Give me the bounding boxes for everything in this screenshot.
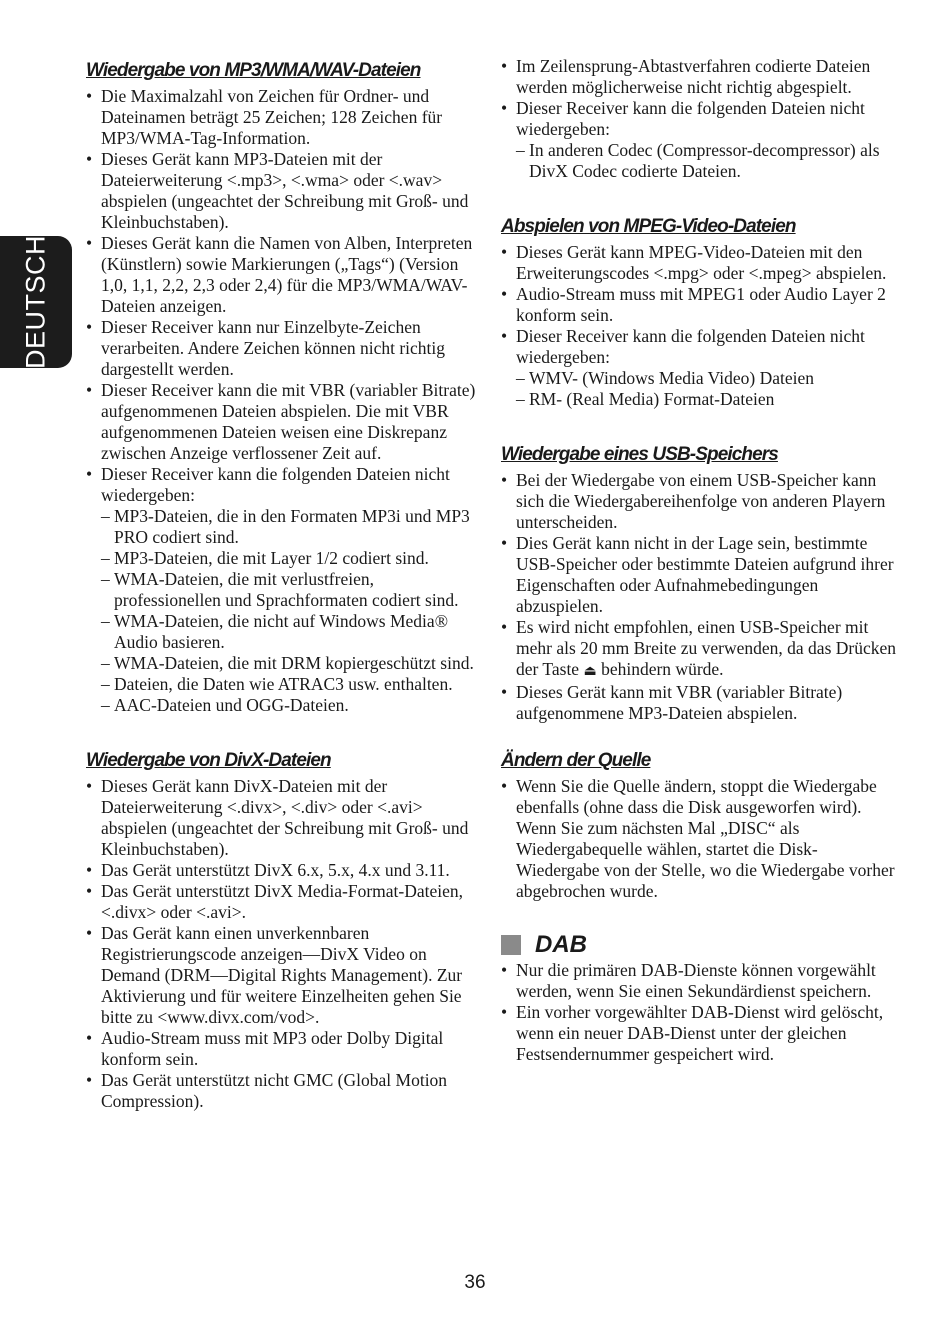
list-item-text: • Wenn Sie die Quelle ändern, stoppt die Wiedergabe ebenfalls (ohne dass die Disk ausgeworfen wird). bbox=[516, 776, 877, 817]
section-heading-mpeg: Abspielen von MPEG-Video-Dateien bbox=[501, 216, 796, 237]
sub-list-item: – WMV- (Windows Media Video) Dateien bbox=[516, 368, 896, 389]
list-item: • Nur die primären DAB-Dienste können vorgewählt werden, wenn Sie einen Sekundärdienst speichern. bbox=[501, 960, 896, 1002]
sub-list-item: – Dateien, die Daten wie ATRAC3 usw. enthalten. bbox=[101, 674, 476, 695]
list-item: • Dies Gerät kann nicht in der Lage sein, bestimmte USB-Speicher oder bestimmte Dateien aufgrund ihrer Eigenschaften oder Aufnahmebedingungen abzuspielen. bbox=[501, 533, 896, 617]
right-column bbox=[501, 56, 896, 1065]
section-heading-mp3: Wiedergabe von MP3/WMA/WAV-Dateien bbox=[86, 60, 421, 81]
list-item: • Audio-Stream muss mit MP3 oder Dolby Digital konform sein. bbox=[86, 1028, 476, 1070]
source-bullet-list bbox=[501, 776, 896, 902]
list-item-with-subitems bbox=[501, 98, 896, 182]
section-heading-source: Ändern der Quelle bbox=[501, 750, 651, 771]
sub-list-item: – RM- (Real Media) Format-Dateien bbox=[516, 389, 896, 410]
left-column bbox=[86, 56, 476, 1112]
language-tab-label: DEUTSCH bbox=[20, 234, 51, 370]
list-item: • Dieser Receiver kann die mit VBR (variabler Bitrate) aufgenommenen Dateien abspielen. Die mit VBR aufgenommenen Dateien weisen eine Diskrepanz zwischen Anzeige verflossener Zeit auf. bbox=[86, 380, 476, 464]
language-tab bbox=[0, 236, 72, 368]
list-item: • Dieses Gerät kann die Namen von Alben, Interpreten (Künstlern) sowie Markierungen („Tags“) (Version 1,0, 1,1, 2,2, 2,3 oder 2,4) für die MP3/WMA/WAV-Dateien anzeigen. bbox=[86, 233, 476, 317]
usb-bullet-list bbox=[501, 470, 896, 724]
mpeg-sub-list bbox=[516, 368, 896, 410]
list-item: • Audio-Stream muss mit MPEG1 oder Audio Layer 2 konform sein. bbox=[501, 284, 896, 326]
list-item-text: Dieser Receiver kann die folgenden Dateien nicht wiedergeben: bbox=[516, 326, 865, 367]
list-item-text: Wenn Sie zum nächsten Mal „DISC“ als Wiedergabequelle wählen, startet die Disk-Wiedergabe von der Stelle, wo die Wiedergabe vorher abgebrochen wurde. bbox=[516, 818, 895, 901]
divx-continued-list bbox=[501, 56, 896, 182]
list-item: • Das Gerät unterstützt nicht GMC (Global Motion Compression). bbox=[86, 1070, 476, 1112]
list-item: • Bei der Wiedergabe von einem USB-Speicher kann sich die Wiedergabereihenfolge von anderen Playern unterscheiden. bbox=[501, 470, 896, 533]
list-item-with-subitems bbox=[86, 464, 476, 716]
list-item-text: Dieser Receiver kann die folgenden Dateien nicht wiedergeben: bbox=[101, 464, 450, 505]
list-item: • Dieses Gerät kann MPEG-Video-Dateien mit den Erweiterungscodes <.mpg> oder <.mpeg> abspielen. bbox=[501, 242, 896, 284]
list-item-text: Dieser Receiver kann die folgenden Dateien nicht wiedergeben: bbox=[516, 98, 865, 139]
mp3-bullet-list bbox=[86, 86, 476, 716]
section-heading-dab bbox=[501, 930, 896, 960]
section-heading-usb: Wiedergabe eines USB-Speichers bbox=[501, 444, 778, 465]
list-item: • Das Gerät kann einen unverkennbaren Registrierungscode anzeigen—DivX Video on Demand (DRM—Digital Rights Management). Zur Aktivierung und für weitere Einzelheiten gehen Sie bitte zu <www.divx.com/vod>. bbox=[86, 923, 476, 1028]
list-item: • Das Gerät unterstützt DivX 6.x, 5.x, 4.x und 3.11. bbox=[86, 860, 476, 881]
list-item-with-subitems bbox=[501, 326, 896, 410]
dab-heading-text: DAB bbox=[535, 931, 587, 958]
sub-list-item: – WMA-Dateien, die mit verlustfreien, professionellen und Sprachformaten codiert sind. bbox=[101, 569, 476, 611]
list-item-text: Es wird nicht empfohlen, einen USB-Speicher mit mehr als 20 mm Breite zu verwenden, da das Drücken der Taste bbox=[516, 617, 897, 679]
eject-icon: ⏏ bbox=[583, 663, 597, 679]
list-item: • Ein vorher vorgewählter DAB-Dienst wird gelöscht, wenn ein neuer DAB-Dienst unter der gleichen Festsendernummer gespeichert wird. bbox=[501, 1002, 896, 1065]
sub-list-item: – In anderen Codec (Compressor-decompressor) als DivX Codec codierte Dateien. bbox=[516, 140, 896, 182]
sub-list-item: – WMA-Dateien, die mit DRM kopiergeschützt sind. bbox=[101, 653, 476, 674]
list-item bbox=[501, 776, 896, 902]
divx-bullet-list bbox=[86, 776, 476, 1112]
list-item: • Das Gerät unterstützt DivX Media-Format-Dateien, <.divx> oder <.avi>. bbox=[86, 881, 476, 923]
list-item: • Dieses Gerät kann mit VBR (variabler Bitrate) aufgenommene MP3-Dateien abspielen. bbox=[501, 682, 896, 724]
sub-list-item: – MP3-Dateien, die in den Formaten MP3i und MP3 PRO codiert sind. bbox=[101, 506, 476, 548]
divx-sub-list bbox=[516, 140, 896, 182]
section-heading-divx: Wiedergabe von DivX-Dateien bbox=[86, 750, 331, 771]
list-item: • Dieses Gerät kann DivX-Dateien mit der Dateierweiterung <.divx>, <.div> oder <.avi> abspielen (ungeachtet der Schreibung mit Groß- und Kleinbuchstaben). bbox=[86, 776, 476, 860]
list-item-text: behindern würde. bbox=[601, 659, 724, 679]
sub-list-item: – MP3-Dateien, die mit Layer 1/2 codiert sind. bbox=[101, 548, 476, 569]
square-marker-icon bbox=[501, 935, 521, 955]
mpeg-bullet-list bbox=[501, 242, 896, 410]
dab-bullet-list bbox=[501, 960, 896, 1065]
sub-list-item: – WMA-Dateien, die nicht auf Windows Media® Audio basieren. bbox=[101, 611, 476, 653]
list-item: • Dieser Receiver kann nur Einzelbyte-Zeichen verarbeiten. Andere Zeichen können nicht richtig dargestellt werden. bbox=[86, 317, 476, 380]
list-item bbox=[501, 617, 896, 682]
list-item: • Im Zeilensprung-Abtastverfahren codierte Dateien werden möglicherweise nicht richtig abgespielt. bbox=[501, 56, 896, 98]
sub-list-item: – AAC-Dateien und OGG-Dateien. bbox=[101, 695, 476, 716]
page-number: 36 bbox=[464, 1272, 486, 1293]
list-item: • Die Maximalzahl von Zeichen für Ordner- und Dateinamen beträgt 25 Zeichen; 128 Zeichen für MP3/WMA-Tag-Information. bbox=[86, 86, 476, 149]
mp3-sub-list bbox=[101, 506, 476, 716]
list-item: • Dieses Gerät kann MP3-Dateien mit der Dateierweiterung <.mp3>, <.wma> oder <.wav> abspielen (ungeachtet der Schreibung mit Groß- und Kleinbuchstaben). bbox=[86, 149, 476, 233]
